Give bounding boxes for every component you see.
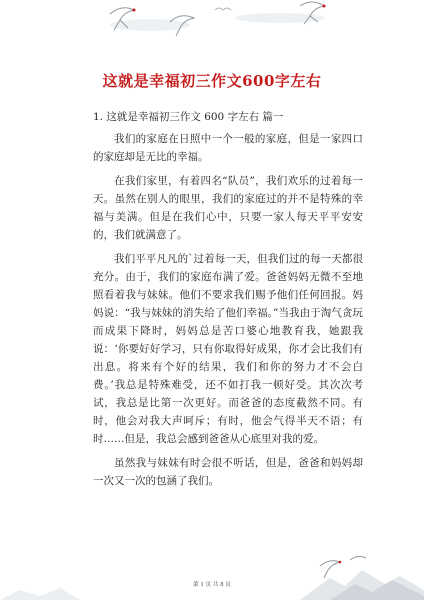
- paragraph: 我们平平凡凡的`过着每一天，但我们过的每一天都很充分。由于，我们的家庭布满了爱。爸爸妈妈无微不至地照看着我与妹妹。他们不要求我们赐予他们任何回报。妈妈说：“我与妹妹的消失给了他们幸福。”当我由于淘气贪玩而成果下降时，妈妈总是苦口婆心地教育我，她跟我说：‘你要好好学习，只有你取得好成果，你才会比我们有出息。将来有个好的结果，我们和你的努力才不会白费。’我总是特殊难受，还不如打我一顿好受。其次次考试，我总是比第一次更好。而爸爸的态度截然不同。有时，他会对我大声呵斥；有时，他会气得半天不语；有时……但是，我总会感到爸爸从心底里对我的爱。: [93, 253, 363, 445]
- mountain-decoration-icon: [0, 540, 424, 600]
- document-body: [93, 108, 363, 496]
- page-number: 第 1 页 共 8 页: [193, 582, 231, 588]
- section-heading: 1. 这就是幸福初三作文 600 字左右 篇一: [93, 111, 284, 123]
- paragraph: 在我们家里，有着四名“队员”，我们欢乐的过着每一天。虽然在别人的眼里，我们的家庭过的并不是特殊的幸福与美满。但是在我们心中，只要一家人每天平平安安的，我们就满意了。: [93, 175, 363, 241]
- crane-decoration-icon: [0, 0, 424, 60]
- paragraph: 虽然我与妹妹有时会很不听话，但是，爸爸和妈妈却一次又一次的包涵了我们。: [93, 457, 363, 487]
- paragraph: 我们的家庭在日照中一个一般的家庭，但是一家四口的家庭却是无比的幸福。: [93, 133, 363, 163]
- document-title: 这就是幸福初三作文600字左右: [102, 72, 322, 90]
